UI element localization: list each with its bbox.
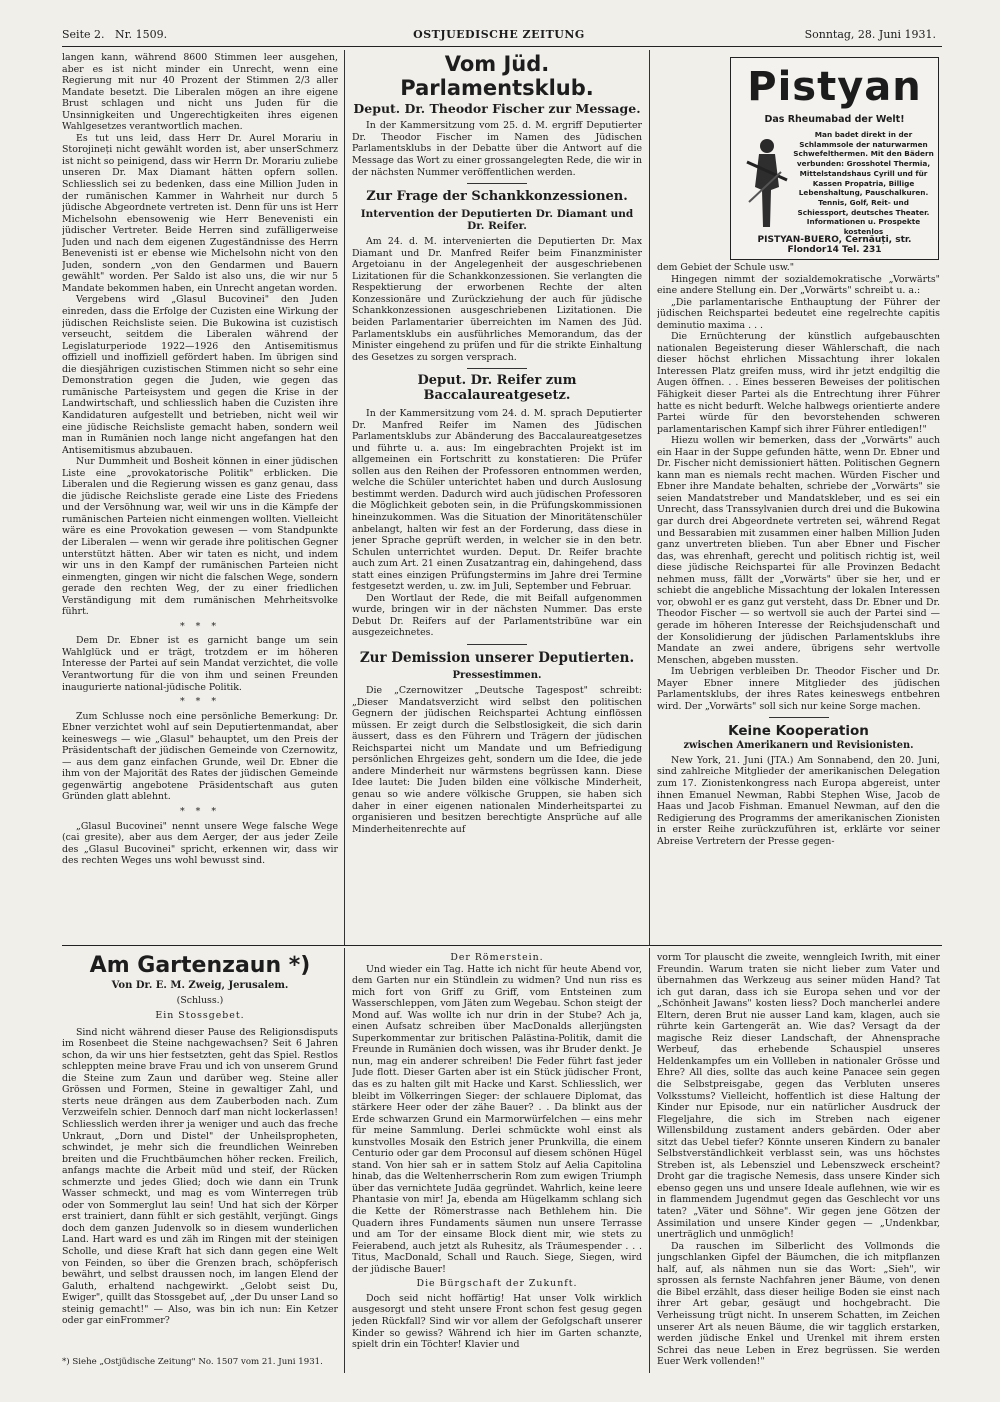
ad-tagline: Das Rheumabad der Welt! [764,114,905,125]
paragraph: In der Kammersitzung vom 25. d. M. ergriff Deputierter Dr. Theodor Fischer im Namen des Jüdischen Parlamentsklubs in der Debatte über die Antwort auf die Message das Wort zu einer grossangelegten Rede, die wir in der nächsten Nummer veröffentlichen werden. [352,120,642,178]
divider [467,368,527,369]
newspaper-name: OSTJUEDISCHE ZEITUNG [413,28,585,41]
divider [467,183,527,184]
feuilleton-column-1 [62,952,338,1354]
ad-body: Man badet direkt in der Schlammsole der naturwarmen Schwefelthermen. Mit den Bädern verbunden: Grosshotel Thermia, Mittelstandshaus Cyrill und für Kassen Propatria, Billige Lebenshaltung, Pauschalkuren. Tennis, Golf, Reit- und Schiessport, deutsches Theater. Informationen u. Prospekte kostenlos [793,130,934,237]
column-divider [649,948,650,1373]
headline: Deput. Dr. Theodor Fischer zur Message. [353,101,641,116]
subheadline: zwischen Amerikanern und Revisionisten. [683,740,914,752]
pistyan-advertisement [730,57,939,260]
article-column-1 [62,52,338,940]
feuilleton-title: Am Gartenzaun *) [89,953,311,978]
paragraph: Zum Schlusse noch eine persönliche Bemerkung: Dr. Ebner verzichtet wohl auf sein Deputiertenmandat, aber keineswegs — wie „Glasul" behauptet, um den Preis der Präsidentschaft der jüdischen Gemeinde von Czernowitz, — aus dem ganz einfachen Grunde, weil Dr. Ebner die ihm von der Majorität des Rates der jüdischen Gemeinde gegenwärtig angebotene Präsidentschaft aus guten Gründen glatt ablehnt. [62,710,338,803]
paragraph: New York, 21. Juni (JTA.) Am Sonnabend, den 20. Juni, sind zahlreiche Mitglieder der amerikanischen Delegation zum 17. Zionistenkongress nach Europa abgereist, unter ihnen Emanuel Newman, Rabbi Stephen Wise, Jacob de Haas und Jacob Fishman. Emanuel Newman, auf den die Redigierung des Programms der amerikanischen Zionisten in erster Reihe zurückzuführen ist, erklärte vor seiner Abreise Vertretern der Presse gegen- [657,754,940,847]
footnote: *) Siehe „Ostjüdische Zeitung" No. 1507 vom 21. Juni 1931. [62,1357,323,1367]
paragraph: Die „Czernowitzer „Deutsche Tagespost" schreibt: „Dieser Mandatsverzicht wird selbst den politischen Gegnern der jüdischen Reichspartei Achtung einflössen müssen. Er zeigt durch die Selbstlosigkeit, die sich darin äussert, dass es den Führern und Trägern der jüdischen Reichspartei nicht um Mandate und um Befriedigung persönlichen Ehrgeizes geht, sondern um die Idee, die jede andere Minderheit nur wärmstens begrüssen kann. Diese Idee lautet: Die Juden bilden eine völkische Minderheit, genau so wie andere völkische Gruppen, sie haben sich daher in einer eigenen nationalen Minderheitspartei zu organisieren und besitzen berechtigte Ansprüche auf alle Minderheitenrechte auf [352,685,642,835]
headline: Keine Kooperation [728,723,869,740]
subheadline: Pressestimmen. [452,669,542,681]
pistyan-logo: Pistyan [747,64,922,110]
paragraph: Doch seid nicht hoffärtig! Hat unser Volk wirklich ausgesorgt und steht unsere Front schon fest gesug gegen jeden Rückfall? Sind wir vor allem der Gefolgschaft unserer Kinder so gewiss? Während ich hier im Garten schanzte, spielt drin ein Töchter! Klavier und [352,1292,642,1351]
ad-info: Informationen u. Prospekte kostenlos [806,217,921,237]
divider [769,717,829,718]
section-divider [62,945,942,946]
divider [467,644,527,645]
headline: Deput. Dr. Reifer zum Baccalaureatgesetz. [417,373,577,404]
column-divider [344,50,345,945]
paragraph: Den Wortlaut der Rede, die mit Beifall aufgenommen wurde, bringen wir in der nächsten Nummer. Das erste Debut Dr. Reifers auf der Parlamentstribüne war ein ausgezeichnetes. [352,592,642,639]
crutch-breaking-figure-icon [737,132,793,232]
author-line: Von Dr. E. M. Zweig, Jerusalem. [111,980,289,991]
ad-footer: PISTYAN-BUERO, Cernăuți, str. Flondor14 Tel. 231 [757,235,912,255]
headline: Zur Frage der Schankkonzessionen. [366,189,628,205]
paragraph: Sind nicht während dieser Pause des Religionsdisputs im Rosenbeet die Steine nachgewachsen? Seit 6 Jahren schon, da wir uns hier festsetzten, geht das Spiel. Restlos schleppten meine brave Frau und ich von unserem Grund die Steine zum Zaun und darüber weg. Steine aller Grössen und Formen, Steine in gewaltiger Zahl, und sterts neue drängen aus dem Zauberboden nach. Zum Verzweifeln schier. Dennoch darf man nicht lockerlassen! Schliesslich werden ihrer ja weniger und auch das freche Unkraut, „Dorn und Distel" der Unheilspropheten, schwindet, je mehr sich die freundlichen Weinreben breiten und die Fruchtbäumchen höher recken. Freilich, anfangs machte die Arbeit müd und steif, der Rücken schmerzte und jedes Glied; doch wie dann ein Trunk Wasser schmeckt, und mag es vom Winterregen trüb oder von Sommerglut lau sein! Und hat sich der Körper erst trainiert, dann fühlt er sich gestählt, verjüngt. Gings doch dem ganzen Judenvolk so in diesem wunderlichen Land. Hart ward es und zäh im Ringen mit der steinigen Scholle, und diese Kraft hat sich dann gegen eine Welt von Feinden, so über die Grenzen brach, schöpferisch bewährt, und selbst draussen noch, im langen Elend der Galuth, erhaltend nachgewirkt. „Gelobt seist Du, Ewiger", quillt das Stossgebet auf, „der Du unser Land so steinig gemacht!" — Also, was bin ich nun: Ein Ketzer oder gar einFrommer? [62,1026,338,1327]
section-break: * * * [179,696,221,708]
subsection-title: Die Bürgschaft der Zukunft. [416,1278,578,1290]
subsection-title: Ein Stossgebet. [155,1010,245,1022]
paragraph: langen kann, während 8600 Stimmen leer ausgehen, aber es ist nicht minder ein Unrecht, wenn eine Regierung mit nur 40 Prozent der Stimmen 2/3 aller Mandate besetzt. Die Liberalen mögen an ihre eigene Brust schlagen und nicht uns Juden für die Unsinnigkeiten und Ungerechtigkeiten ihres eigenen Wahlgesetzes verantwortlich machen. [62,52,338,133]
paragraph: „Glasul Bucovinei" nennt unsere Wege falsche Wege (cai gresite), aber aus dem Aerger, der aus jeder Zeile des „Glasul Bucovinei" spricht, erkennen wir, dass wir des rechten Weges uns wohl bewusst sind. [62,820,338,867]
continuation-note: (Schluss.) [176,994,224,1006]
paragraph: vorm Tor plauscht die zweite, wenngleich Iwrith, mit einer Freundin. Warum traten sie nicht lieber zum Vater und übernahmen das Werkzeug aus seiner müden Hand? Tat ich gut daran, dass ich sie Europa sehen und vor der „Schönheit Jawans" kosten liess? Doch mancherlei andere Eltern, deren Brut nie ausser Land kam, klagen, auch sie rührte kein Gartengerät an. Wie das? Versagt da der magische Reiz dieser Landschaft, der Ahnensprache Werbeuf, das erhebende Schauspiel unseres Heldenkampfes um ein Vollleben in nationaler Grösse und Ehre? All dies, sollte das auch keine Panacee sein gegen die Selbstpreisgabe, gegen das Verbluten unseres Volksstums? Vielleicht, hoffentlich ist diese Haltung der Kinder nur Episode, nur ein natürlicher Ausdruck der Flegeljahre, die sich im Streben nach eigener Willensbildung zustament anders gebärden. Oder aber sitzt das Uebel tiefer? Könnte unseren Kindern zu banaler Selbstverständlichkeit verblasst sein, was uns höchstes Streben ist, als Lebensziel und Lebenszweck erscheint? Droht gar die tragische Nemesis, dass unsere Kinder sich ebenso gegen uns und unsere Ideale auflehnen, wie wir es in flammendem Jugendmut gegen das Geschlecht vor uns taten? „Väter und Söhne". Wir gegen jene Götzen der Assimilation und unsere Kinder gegen — „Undenkbar, unerträglich und unmöglich! [657,952,940,1241]
article-column-2 [352,52,642,940]
paragraph: Dem Dr. Ebner ist es garnicht bange um sein Wahlglück und er trägt, trotzdem er im höheren Interesse der Partei auf sein Mandat verzichtet, die volle Verantwortung für die von ihm und seinen Freunden inaugurierte national-jüdische Politik. [62,635,338,693]
paragraph: Und wieder ein Tag. Hatte ich nicht für heute Abend vor, dem Garten nur ein Stündlein zu widmen? Und nun riss es mich fort von Griff zu Griff, vom Entsteinen zum Wasserschleppen, vom Jäten zum Wegebau. Schon steigt der Mond auf. Was wollte ich nur drin in der Stube? Ach ja, einen Aufsatz schreiben über MacDonalds allerjüngsten Superkommentar zur britischen Palästina-Politik, damit die Freunde in Rumänien doch wissen, was ihr Bruder denkt. Je nun, mag ein anderer schreiben! Die Feder führt fast jeder Jude flott. Dieser Garten aber ist ein Stück jüdischer Front, das es zu halten gilt mit Hacke und Karst. Schliesslich, wer bleibt im Völkerringen Sieger: der schlauere Diplomat, das stärkere Heer oder der zähe Bauer? . . Da blinkt aus der Erde schwarzen Grund ein Marmorwürfelchen — eins mehr für meine Sammlung. Derlei schmückte wohl einst als kunstvolles Mosaik den Estrich jener Prunkvilla, die einem Centurio oder gar dem Proconsul auf diesem schönen Hügel stand. Von hier sah er in sattem Stolz auf Aelia Capitolina hinab, das die Weltenherrscherin Rom zum ewigen Triumph über das vernichtete Judäa gegründet. Wahrlich, keine leere Phantasie von mir! Ja, ebenda am Hügelkamm schlang sich die Kette der Römerstrasse nach Bethlehem hin. Die Quadern ihres Fundaments säumen nun unsere Terrasse und am Tor der einsame Block dient mir, wie stets zu Feierabend, auch jetzt als Ruhesitz, als Träumespender . . . Titus, MacDonald, Schall und Rauch. Siege, Siegen, wird der jüdische Bauer! [352,963,642,1275]
section-title: Vom Jüd. Parlamentsklub. [400,52,594,100]
subsection-title: Der Römerstein. [450,952,544,963]
paragraph: dem Gebiet der Schule usw." [657,262,795,273]
paragraph: Im Uebrigen verbleiben Dr. Theodor Fischer und Dr. Mayer Ebner innere Mitglieder des jüdischen Parlamentsklubs, der ihres Rates keineswegs entbehren wird. Der „Vorwärts" soll sich nur keine Sorge machen. [657,666,940,712]
page-number: Seite 2. Nr. 1509. [62,28,168,41]
paragraph: Da rauschen im Silberlicht des Vollmonds die jungschlanken Gipfel der Bäumchen, die ich mitpflanzen half, auf, als nähmen nun sie das Wort: „Sieh", wir sprossen als fernste Nachfahren jener Bäume, von denen die Bibel erzählt, dass dieser heilige Boden sie einst nach ihrer Art gebar, gesäugt und hochgebracht. Die Verheissung trügt nicht. In unserem Schatten, im Zeichen unserer Art als neuen Bäume, die wir tagglich erstarken, werden jüdische Enkel und Urenkel mit ihrem ersten Schrei das neue Leben in Erez begrüssen. Sie werden Euer Werk vollenden!" [657,1240,940,1368]
paragraph: Hiezu wollen wir bemerken, dass der „Vorwärts" auch ein Haar in der Suppe gefunden hätte, wenn Dr. Ebner und Dr. Fischer nicht demissioniert hätten. Politischen Gegnern kann man es niemals recht machen. Würden Fischer und Ebner ihre Mandate behalten, schriebe der „Vorwärts" sie seien Mandatstreber und Mandatskleber, und es sei ein Unrecht, dass Transsylvanien durch drei und die Bukowina gar durch drei Abgeordnete vertreten sei, während Regat und Bessarabien mit zusammen einer halben Million Juden ganz unvertreten blieben. Tun aber Ebner und Fischer das, was ehrenhaft, gerecht und politisch richtig ist, weil diese jüdische Reichspartei für alle Provinzen Bedacht nehmen muss, fällt der „Vorwärts" über sie her, und er schiebt die angebliche Missachtung der lokalen Interessen vor, obwohl er es ganz gut versteht, dass Dr. Ebner und Dr. Theodor Fischer — so wertvoll sie auch der Partei sind — gerade im höheren Interesse der Reichsjudenschaft und der Konsolidierung der jüdischen Parlamentsklubs ihre Mandate an zwei andere, übrigens sehr wertvolle Menschen, abgeben mussten. [657,435,940,666]
section-break: * * * [179,806,221,817]
paragraph: Vergebens wird „Glasul Bucovinei" den Juden einreden, dass die Erfolge der Cuzisten eine Wirkung der jüdischen Reichsliste seien. Die Bukowina ist cuzistisch verseucht, seitdem die Liberalen während der Legislaturperiode 1922—1926 den Antisemitismus offiziell und inoffiziell gefördert haben. Im übrigen sind die diesjährigen cuzistischen Stimmen nicht so sehr eine Demonstration gegen die Juden, wie gegen das rumänische Parteisystem und gegen die Krise in der Landwirtschaft, und schliesslich haben die Cuzisten ihre Kandidaturen aufgestellt und betrieben, nicht weil wir eine jüdische Reichsliste gemacht haben, sondern weil man in Rumänien noch lange nicht angefangen hat den Antisemitismus abzubauen. [62,294,338,456]
paragraph: Hingegen nimmt der sozialdemokratische „Vorwärts" eine andere Stellung ein. Der „Vorwärts" schreibt u. a.: [657,273,940,297]
article-column-3 [657,262,940,942]
issue-date: Sonntag, 28. Juni 1931. [804,28,936,41]
section-break: * * * [179,620,221,632]
paragraph: Die Ernüchterung der künstlich aufgebauschten nationalen Begeisterung dieser Wählerschaft, die nach dieser höchst ehrlichen Missachtung ihrer lokalen Interessen Platz greifen muss, wird ihr jetzt endgiltig die Augen öffnen. . . Eines besseren Beweises der politischen Fähigkeit dieser Partei als die Entrechtung ihrer Führer hatte es nicht bedurft. Welche halbwegs orientierte andere Partei würde für den bevorstehenden schweren parlamentarischen Kampf sich ihrer Führer entledigen!" [657,331,940,435]
column-divider [344,948,345,1373]
paragraph: Es tut uns leid, dass Herr Dr. Aurel Morariu in Storojineți nicht gewählt worden ist, aber unserSchmerz ist nicht so peinigend, dass wir Herrn Dr. Morariu zuliebe unseren Dr. Max Diamant hätten opfern sollen. Schliesslich sei zu bedenken, dass eine Million Juden in der rumänischen Kammer in Wahrheit nur durch 5 jüdische Abgeordnete vertreten ist. Denn für uns ist Herr Michelsohn ebensowenig wie Herr Benevenisti ein jüdischer Vertreter. Beide Herren sind zufälligerweise Juden und nach dem eigenen Zugeständnisse des Herrn Benevenisti ist er ebense wie Michelsohn nicht von den Juden, sondern „von den Gendarmen und Bauern gewählt" worden. Per Saldo ist also uns, die wir nur 5 Mandate bekommen haben, ein Unrecht angetan worden. [62,132,338,294]
column-divider [649,50,650,945]
page-header [62,28,936,42]
paragraph: In der Kammersitzung vom 24. d. M. sprach Deputierter Dr. Manfred Reifer im Namen des Jüdischen Parlamentsklubs zur Abänderung des Baccalaureatgesetzes und führte u. a. aus: Im eingebrachten Projekt ist im allgemeinen ein Fortschritt zu konstatieren: Die Prüfer sollen aus den Reihen der Professoren entnommen werden, welche die Schüler unterichtet haben und durch Auslosung bestimmt werden. Dadurch wird auch jüdischen Professoren die Möglichkeit geboten sein, in die Prüfungskommissionen hineinzukommen. Was die Situation der Minoritätenschüler anbelangt, halten wir fest an der Forderung, dass diese in jener Sprache geprüft werden, in welcher sie in den betr. Schulen unterrichtet wurden. Deput. Dr. Reifer brachte auch zum Art. 21 einen Zusatzantrag ein, dahingehend, dass statt eines einzigen Prüfungstermins im Jahre drei Termine festgesetzt werden, u. zw. im Juli, September und Februar. [352,408,642,593]
subheadline: Intervention der Deputierten Dr. Diamant und Dr. Reifer. [360,208,634,233]
feuilleton-column-2 [352,952,642,1372]
paragraph: Am 24. d. M. intervenierten die Deputierten Dr. Max Diamant und Dr. Manfred Reifer beim Finanzminister Argetoianu in der Angelegenheit der ausgeschriebenen Lizitationen für die Schankkonzessionen. Sie verlangten die Respektierung der erworbenen Rechte der alten Konzessionäre und Zurückziehung der auch für jüdische Schankkonzessionen ausgeschriebenen Lizitationen. Die beiden Parlamentarier überreichten im Namen des Jüd. Parlamentsklubs ein ausführliches Memorandum, das der Minister eingehend zu prüfen und für die strikte Einhaltung des Gesetzes zu sorgen versprach. [352,236,642,363]
paragraph: „Die parlamentarische Enthauptung der Führer der jüdischen Reichspartei bedeutet eine regelrechte capitis deminutio maxima . . . [657,296,940,331]
paragraph: Nur Dummheit und Bosheit können in einer jüdischen Liste eine „provokatorische Politik" erblicken. Die Liberalen und die Regierung wissen es ganz genau, dass die jüdische Reichsliste gerade eine Liste des Friedens und der Versöhnung war, weil wir uns in die Kämpfe der rumänischen Parteien nicht einmengen wollten. Vielleicht wäre es eine Provokation gewesen — vom Standpunkte der Liberalen — wenn wir gerade ihre politischen Gegner unterstützt hätten. Aber wir taten es nicht, und indem wir uns in den Kampf der rumänischen Parteien nicht einmengten, gingen wir nicht die falschen Wege, sondern gerade den rechten Weg, der zu einer friedlichen Verständigung mit dem rumänischen Mehrheitsvolke führt. [62,456,338,618]
headline: Zur Demission unserer Deputierten. [359,650,635,666]
header-rule [62,46,942,47]
feuilleton-column-3 [657,952,940,1372]
